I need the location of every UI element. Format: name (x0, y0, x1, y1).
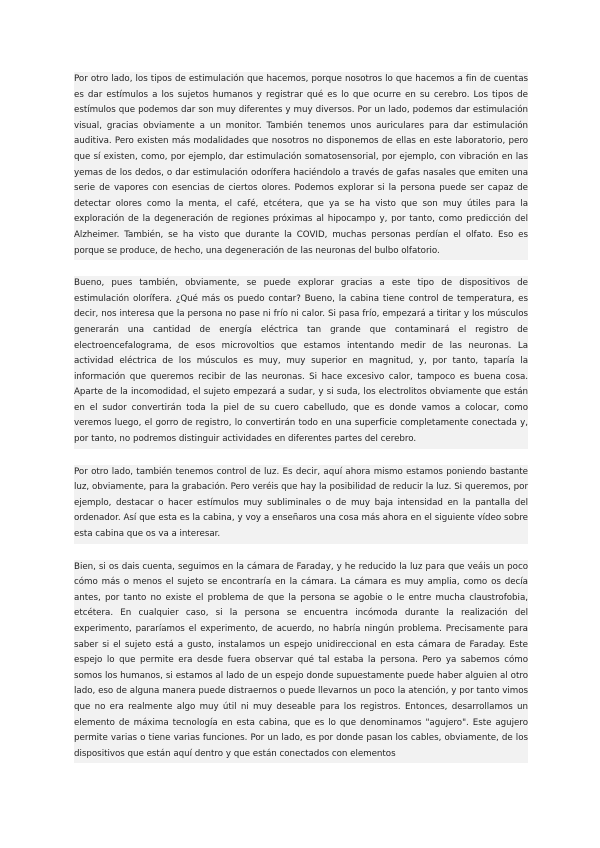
paragraph-4: Bien, si os dais cuenta, seguimos en la cámara de Faraday, y he reducido la luz para que veáis un poco cómo más o menos el sujeto se encontraría en la cámara. La cámara es muy amplia, como os decía antes, por tanto no existe el problema de que la persona se agobie o le entre mucha claustrofobia, etcétera. En cualquier caso, si la persona se encuentra incómoda durante la realización del experimento, pararíamos el experimento, de acuerdo, no habría ningún problema. Precisamente para saber si el sujeto está a gusto, instalamos un espejo unidireccional en esta cámara de Faraday. Este espejo lo que permite era desde fuera observar qué tal estaba la persona. Pero ya sabemos cómo somos los humanos, si estamos al lado de un espejo donde supuestamente puede haber alguien al otro lado, eso de alguna manera puede distraernos o puede llevarnos un poco la atención, y por tanto vimos que no era realmente algo muy útil ni muy deseable para los registros. Entonces, desarrollamos un elemento de máxima tecnología en esta cabina, que es lo que denominamos "agujero". Este agujero permite varias o tiene varias funciones. Por un lado, es por donde pasan los cables, obviamente, de los dispositivos que están aquí dentro y que están conectados con elementos (74, 560, 528, 764)
document-page (74, 72, 528, 779)
paragraph-3: Por otro lado, también tenemos control de luz. Es decir, aquí ahora mismo estamos poniendo bastante luz, obviamente, para la grabación. Pero veréis que hay la posibilidad de reducir la luz. Si queremos, por ejemplo, destacar o hacer estímulos muy subliminales o de muy baja intensidad en la pantalla del ordenador. Así que esta es la cabina, y voy a enseñaros una cosa más ahora en el siguiente vídeo sobre esta cabina que os va a interesar. (74, 465, 528, 544)
paragraph-1: Por otro lado, los tipos de estimulación que hacemos, porque nosotros lo que hacemos a fin de cuentas es dar estímulos a los sujetos humanos y registrar qué es lo que ocurre en su cerebro. Los tipos de estímulos que podemos dar son muy diferentes y muy diversos. Por un lado, podemos dar estimulación visual, gracias obviamente a un monitor. También tenemos unos auriculares para dar estimulación auditiva. Pero existen más modalidades que nosotros no disponemos de ellas en este laboratorio, pero que sí existen, como, por ejemplo, dar estimulación somatosensorial, por ejemplo, con vibración en las yemas de los dedos, o dar estimulación odorífera haciéndolo a través de gafas nasales que emiten una serie de vapores con esencias de ciertos olores. Podemos explorar si la persona puede ser capaz de detectar olores como la menta, el café, etcétera, que ya se ha visto que son muy útiles para la exploración de la degeneración de regiones próximas al hipocampo y, por tanto, como predicción del Alzheimer. También, se ha visto que durante la COVID, muchas personas perdían el olfato. Eso es porque se produce, de hecho, una degeneración de las neuronas del bulbo olfatorio. (74, 72, 528, 260)
paragraph-2: Bueno, pues también, obviamente, se puede explorar gracias a este tipo de dispositivos de estimulación olorífera. ¿Qué más os puedo contar? Bueno, la cabina tiene control de temperatura, es decir, nos interesa que la persona no pase ni frío ni calor. Si pasa frío, empezará a tiritar y los músculos generarán una cantidad de energía eléctrica tan grande que contaminará el registro de electroencefalograma, de esos microvoltios que estamos intentando medir de las neuronas. La actividad eléctrica de los músculos es muy, muy superior en magnitud, y, por tanto, taparía la información que queremos recibir de las neuronas. Si hace excesivo calor, tampoco es buena cosa. Aparte de la incomodidad, el sujeto empezará a sudar, y si suda, los electrolitos obviamente que están en el sudor convertirán toda la piel de su cuero cabelludo, que es donde vamos a colocar, como veremos luego, el gorro de registro, lo convertirán todo en una superficie completamente conectada y, por tanto, no podremos distinguir actividades en diferentes partes del cerebro. (74, 276, 528, 449)
